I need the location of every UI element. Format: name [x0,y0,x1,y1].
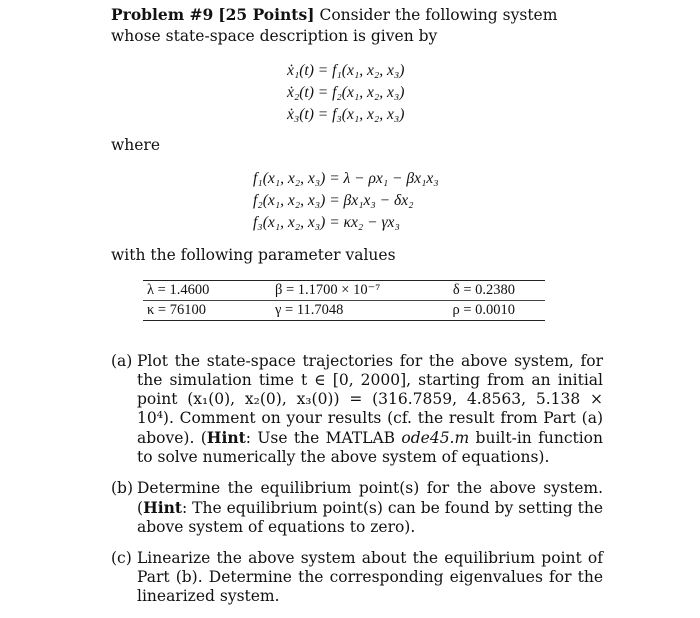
function-definition-1: f₁(x₁, x₂, x₃) = λ − ρx₁ − βx₁x₃ [253,170,439,187]
part-a-text-2: : Use the MATLAB [245,429,402,447]
part-b-label: (b) [111,479,134,497]
problem-points: [25 Points] [218,5,315,24]
problem-statement: Consider the following system whose state-space description is given by [111,6,558,45]
problem-parts [111,352,603,618]
param-delta: δ = 0.2380 [452,282,515,298]
part-b-hint: Hint [143,498,183,517]
part-c [111,549,603,606]
part-a-hint: Hint [206,428,246,447]
state-equation-1: ẋ₁(t) = f₁(x₁, x₂, x₃) [287,62,405,79]
state-equation-2: ẋ₂(t) = f₂(x₁, x₂, x₃) [287,84,405,101]
param-gamma: γ = 11.7048 [275,302,344,318]
part-b-text [137,479,603,537]
function-definition-2: f₂(x₁, x₂, x₃) = βx₁x₃ − δx₂ [253,192,414,209]
part-b-text-2: : The equilibrium point(s) can be found by setting the above system of equations to zero). [137,499,603,536]
state-equations [287,60,404,126]
param-lambda: λ = 1.4600 [147,282,210,298]
function-definition-3: f₃(x₁, x₂, x₃) = κx₂ − γx₃ [253,214,400,231]
part-a-text [137,352,603,467]
params-label: with the following parameter values [111,246,396,264]
part-a-text-1: Plot the state-space trajectories for the above system, for the simulation time t ∈ [0, 2000], starting from an initial point (x₁(0), x₂(0), x₃(0)) = (316.7859, 4.8563, 5.138 × 10⁴). Comment on your results (cf. the result from Part (a) above). ( [137,352,603,447]
state-equation-3: ẋ₃(t) = f₃(x₁, x₂, x₃) [287,106,405,123]
parameter-table [143,280,545,321]
function-definitions [253,168,439,234]
problem-label: Problem #9 [111,5,214,24]
part-a-label: (a) [111,352,133,370]
parameter-row [143,281,545,300]
part-c-label: (c) [111,549,132,567]
part-a-code: ode45.m [401,429,470,447]
part-a [111,352,603,467]
parameter-row [143,300,545,320]
part-b [111,479,603,537]
where-label: where [111,136,161,154]
param-beta: β = 1.1700 × 10⁻⁷ [275,282,381,298]
part-c-text: Linearize the above system about the equilibrium point of Part (b). Determine the corresponding eigenvalues for the linearized system. [137,549,603,605]
part-a-text-3: built-in function to solve numerically the above system of equations). [137,429,603,466]
param-rho: ρ = 0.0010 [452,302,515,318]
part-b-text-1: Determine the equilibrium point(s) for the above system. ( [137,479,603,517]
param-kappa: κ = 76100 [147,302,206,318]
problem-intro [111,4,601,47]
